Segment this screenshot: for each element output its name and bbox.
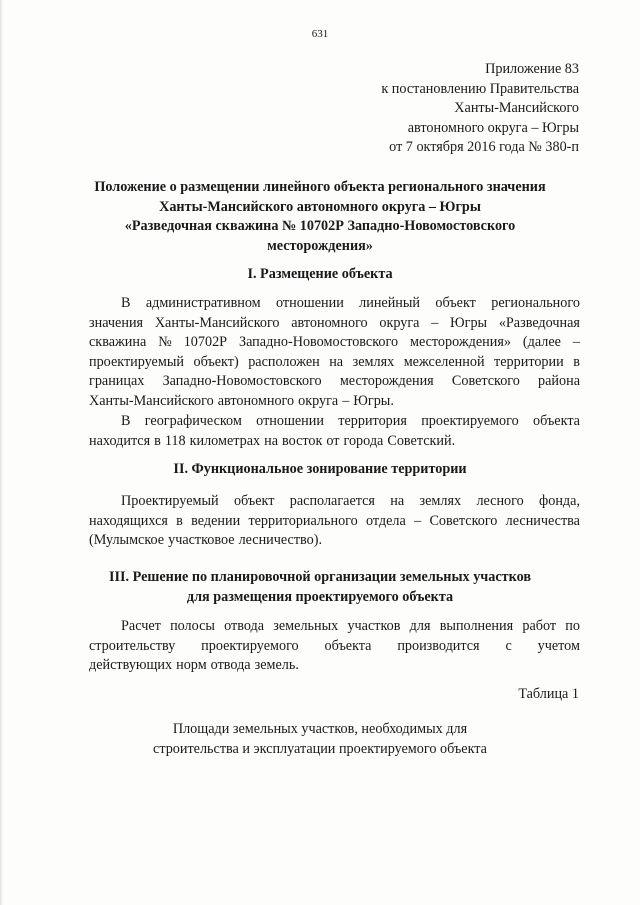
word: объекта bbox=[324, 637, 372, 654]
word: с bbox=[505, 637, 512, 654]
word: землях bbox=[352, 353, 395, 370]
word: 10702Р bbox=[183, 334, 228, 351]
word: Ханты-Мансийского bbox=[154, 314, 280, 331]
word: расположен bbox=[248, 353, 320, 370]
text-line bbox=[89, 353, 580, 373]
word: – bbox=[342, 392, 350, 409]
word: Ханты-Мансийского bbox=[89, 392, 214, 409]
word: строительству bbox=[89, 637, 176, 654]
word: лесного bbox=[476, 493, 524, 509]
section-3-heading bbox=[60, 568, 580, 607]
section-1-heading: I. Размещение объекта bbox=[247, 266, 393, 282]
word: Югры bbox=[450, 314, 488, 331]
word: действующих bbox=[89, 657, 173, 674]
text-line bbox=[89, 333, 580, 353]
section-1-paragraph-1 bbox=[89, 294, 580, 412]
word: земель. bbox=[254, 657, 299, 674]
word: объект bbox=[233, 493, 275, 509]
word: по bbox=[565, 618, 580, 634]
word: В bbox=[121, 413, 131, 429]
word: землях bbox=[419, 493, 462, 509]
word: находится bbox=[89, 432, 151, 449]
word: лесничества bbox=[505, 512, 580, 529]
word: фонда, bbox=[539, 493, 580, 509]
word: территория bbox=[338, 413, 407, 429]
appendix-line: Ханты-Мансийского bbox=[454, 100, 579, 117]
section-3-heading-line: III. Решение по планировочной организации земельных участков bbox=[108, 569, 532, 585]
appendix-line: к постановлению Правительства bbox=[381, 80, 579, 97]
word: территориального bbox=[248, 512, 358, 529]
word: в bbox=[154, 432, 161, 449]
word: километрах bbox=[189, 432, 261, 449]
table-caption-line: Площади земельных участков, необходимых для bbox=[172, 721, 468, 737]
word: учетом bbox=[537, 637, 580, 654]
text-line bbox=[89, 656, 580, 676]
word: объекта bbox=[533, 413, 580, 429]
word: находящихся bbox=[89, 512, 168, 529]
section-3-heading-line: для размещения проектируемого объекта bbox=[186, 588, 454, 605]
table-caption-line: строительства и эксплуатации проектируемого объекта bbox=[153, 740, 487, 757]
word: от bbox=[326, 432, 340, 449]
word: на bbox=[390, 493, 405, 509]
word: Югры. bbox=[353, 392, 394, 409]
title-line: Ханты-Мансийского автономного округа – Югры bbox=[159, 198, 481, 215]
word: (Мулымское bbox=[89, 532, 165, 549]
table-caption bbox=[60, 720, 580, 759]
word: значения bbox=[89, 314, 144, 331]
word: «Разведочная bbox=[498, 314, 580, 331]
word: в bbox=[176, 512, 183, 529]
word: Советский. bbox=[387, 432, 456, 449]
word: Западно-Новомостовского bbox=[162, 373, 322, 390]
word: проектируемого bbox=[201, 637, 299, 654]
text-line bbox=[89, 637, 580, 657]
word: Западно-Новомостовского bbox=[238, 334, 399, 351]
appendix-line: автономного округа – Югры bbox=[407, 119, 579, 136]
word: автономного bbox=[291, 314, 368, 331]
word: округа bbox=[298, 392, 339, 409]
section-3-paragraph-1 bbox=[89, 617, 580, 676]
word: территории bbox=[494, 353, 564, 370]
section-2-heading: II. Функциональное зонирование территории bbox=[173, 461, 467, 477]
word: объект) bbox=[193, 353, 239, 370]
text-line bbox=[89, 512, 580, 532]
word: – bbox=[414, 512, 422, 529]
word: отдела bbox=[366, 512, 406, 529]
text-line bbox=[89, 531, 580, 551]
word: отношении bbox=[276, 295, 344, 311]
title-line: Положение о размещении линейного объекта регионального значения bbox=[94, 179, 546, 195]
word: полосы bbox=[170, 618, 215, 634]
word: выполнения bbox=[439, 618, 514, 634]
word: для bbox=[409, 618, 431, 634]
text-line bbox=[89, 314, 580, 334]
word: – bbox=[572, 334, 580, 351]
section-2-paragraph-1 bbox=[89, 492, 580, 551]
word: объект bbox=[435, 295, 476, 311]
word: на bbox=[329, 353, 344, 370]
scan-edge bbox=[0, 0, 3, 905]
table-label: Таблица 1 bbox=[518, 686, 579, 702]
text-line bbox=[89, 432, 580, 452]
word: Советского bbox=[429, 512, 498, 529]
word: регионального bbox=[491, 295, 580, 311]
word: участковое bbox=[168, 532, 235, 549]
word: города bbox=[343, 432, 384, 449]
word: ведении bbox=[191, 512, 241, 529]
word: отвода bbox=[224, 618, 265, 634]
title-line: месторождения» bbox=[267, 237, 373, 254]
text-line bbox=[89, 372, 580, 392]
appendix-line: Приложение 83 bbox=[485, 61, 579, 77]
text-line bbox=[89, 412, 580, 432]
word: располагается bbox=[289, 493, 375, 509]
word: в bbox=[573, 353, 580, 370]
word: межселенной bbox=[403, 353, 485, 370]
word: земельных bbox=[273, 618, 339, 634]
word: лесничество). bbox=[238, 532, 323, 549]
text-line bbox=[89, 617, 580, 637]
word: отвода bbox=[210, 657, 251, 674]
text-line bbox=[89, 392, 580, 412]
word: норм bbox=[176, 657, 207, 674]
section-1-paragraph-2 bbox=[89, 412, 580, 451]
word: округа bbox=[379, 314, 420, 331]
word: восток bbox=[282, 432, 323, 449]
word: Советского bbox=[451, 373, 520, 390]
word: автономного bbox=[217, 392, 295, 409]
word: административном bbox=[145, 295, 261, 311]
text-line bbox=[89, 492, 580, 512]
word: проектируемого bbox=[421, 413, 519, 429]
word: (далее bbox=[522, 334, 561, 351]
word: В bbox=[121, 295, 131, 311]
word: месторождения bbox=[339, 373, 434, 390]
word: географическом bbox=[144, 413, 242, 429]
word: отношении bbox=[256, 413, 324, 429]
word: месторождения» bbox=[409, 334, 511, 351]
word: границах bbox=[89, 373, 145, 390]
text-line bbox=[89, 294, 580, 314]
appendix-block bbox=[381, 60, 579, 158]
word: скважина bbox=[89, 334, 147, 351]
document-title bbox=[60, 178, 580, 256]
word: на bbox=[264, 432, 279, 449]
appendix-line: от 7 октября 2016 года № 380-п bbox=[389, 139, 579, 156]
word: линейный bbox=[359, 295, 421, 311]
word: – bbox=[431, 314, 439, 331]
word: 118 bbox=[164, 432, 186, 449]
word: производится bbox=[397, 637, 480, 654]
page-number: 631 bbox=[311, 28, 329, 40]
word: участков bbox=[347, 618, 401, 634]
word: работ bbox=[522, 618, 557, 634]
word: района bbox=[538, 373, 580, 390]
title-line: «Разведочная скважина № 10702Р Западно-Новомостовского bbox=[124, 218, 516, 235]
word: № bbox=[158, 334, 172, 351]
word: Расчет bbox=[121, 618, 161, 634]
word: Проектируемый bbox=[121, 493, 219, 509]
word: проектируемый bbox=[89, 353, 184, 370]
